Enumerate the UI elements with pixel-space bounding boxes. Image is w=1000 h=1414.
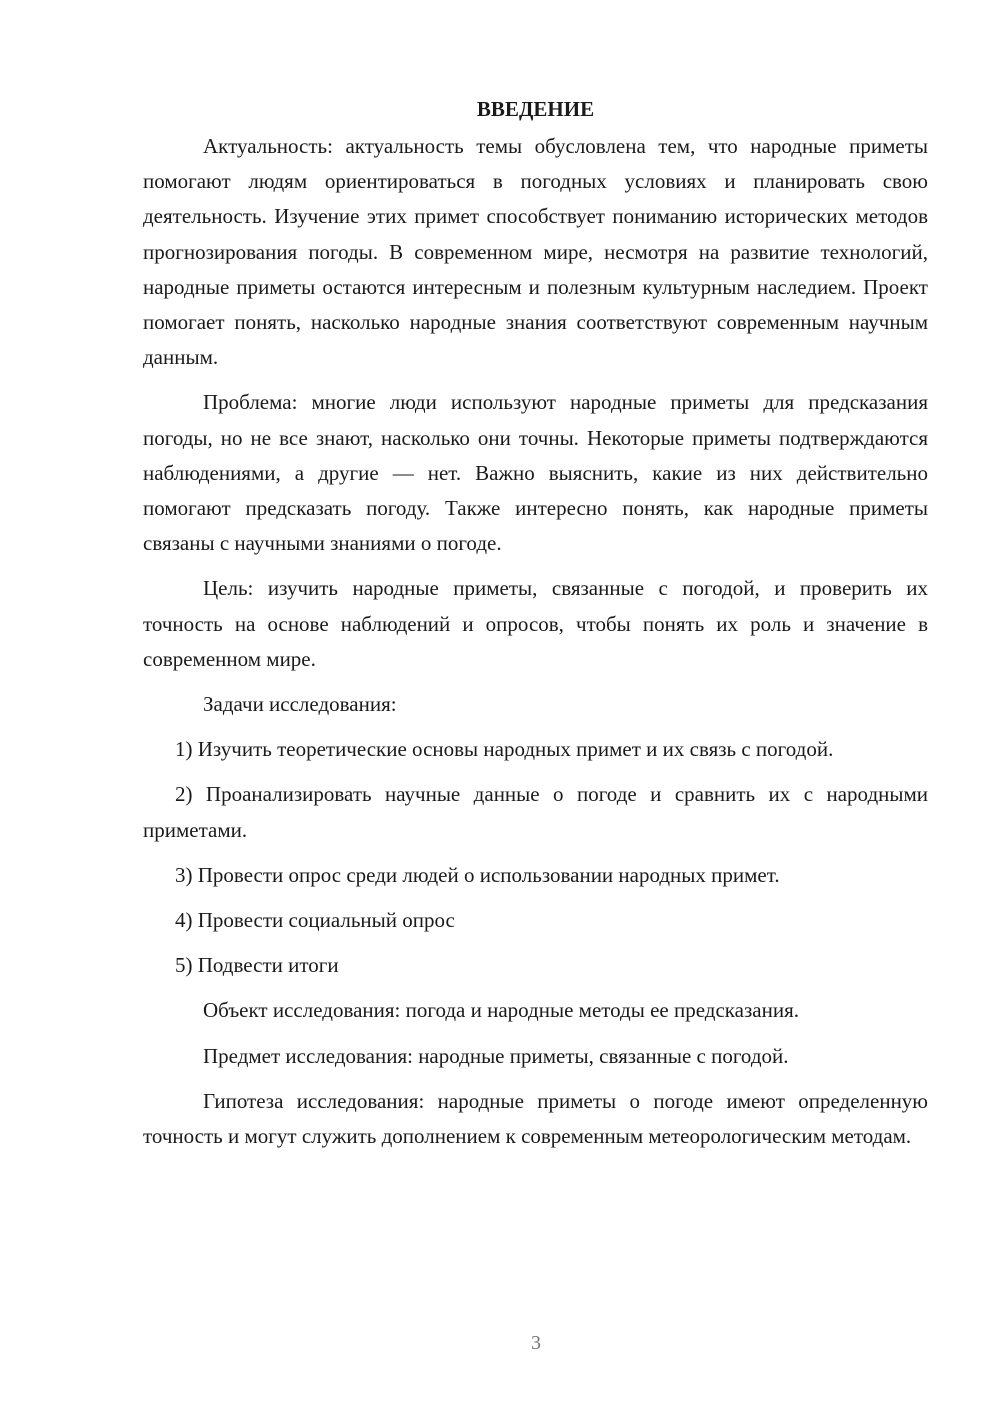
task-item-4: 4) Провести социальный опрос: [175, 908, 455, 933]
page-number: 3: [531, 1332, 541, 1354]
task-item-5: 5) Подвести итоги: [175, 953, 339, 978]
tasks-heading: Задачи исследования:: [203, 692, 397, 717]
object-paragraph: Объект исследования: погода и народные методы ее предсказания.: [203, 998, 799, 1023]
task-item-3: 3) Провести опрос среди людей о использовании народных примет.: [175, 862, 780, 887]
page-title: ВВЕДЕНИЕ: [476, 97, 595, 121]
goal-paragraph: Цель: изучить народные приметы, связанные с погодой, и проверить их точность на основе наблюдений и опросов, чтобы понять их роль и значение в современном мире.: [143, 576, 928, 671]
task-item-2: 2) Проанализировать научные данные о погоде и сравнить их с народными приметами.: [143, 782, 928, 842]
document-page: [143, 92, 928, 1164]
subject-paragraph: Предмет исследования: народные приметы, связанные с погодой.: [203, 1043, 789, 1068]
task-item-1: 1) Изучить теоретические основы народных примет и их связь с погодой.: [175, 737, 834, 762]
problem-paragraph: Проблема: многие люди используют народные приметы для предсказания погоды, но не все знают, насколько они точны. Некоторые приметы подтверждаются наблюдениями, а другие — нет. Важно выяснить, какие из них действительно помогают предсказать погоду. Также интересно понять, как народные приметы связаны с научными знаниями о погоде.: [143, 390, 928, 556]
relevance-paragraph: Актуальность: актуальность темы обусловлена тем, что народные приметы помогают людям ориентироваться в погодных условиях и планировать свою деятельность. Изучение этих примет способствует пониманию исторических методов прогнозирования погоды. В современном мире, несмотря на развитие технологий, народные приметы остаются интересным и полезным культурным наследием. Проект помогает понять, насколько народные знания соответствуют современным научным данным.: [143, 134, 928, 370]
hypothesis-paragraph: Гипотеза исследования: народные приметы о погоде имеют определенную точность и могут служить дополнением к современным метеорологическим методам.: [143, 1088, 928, 1149]
